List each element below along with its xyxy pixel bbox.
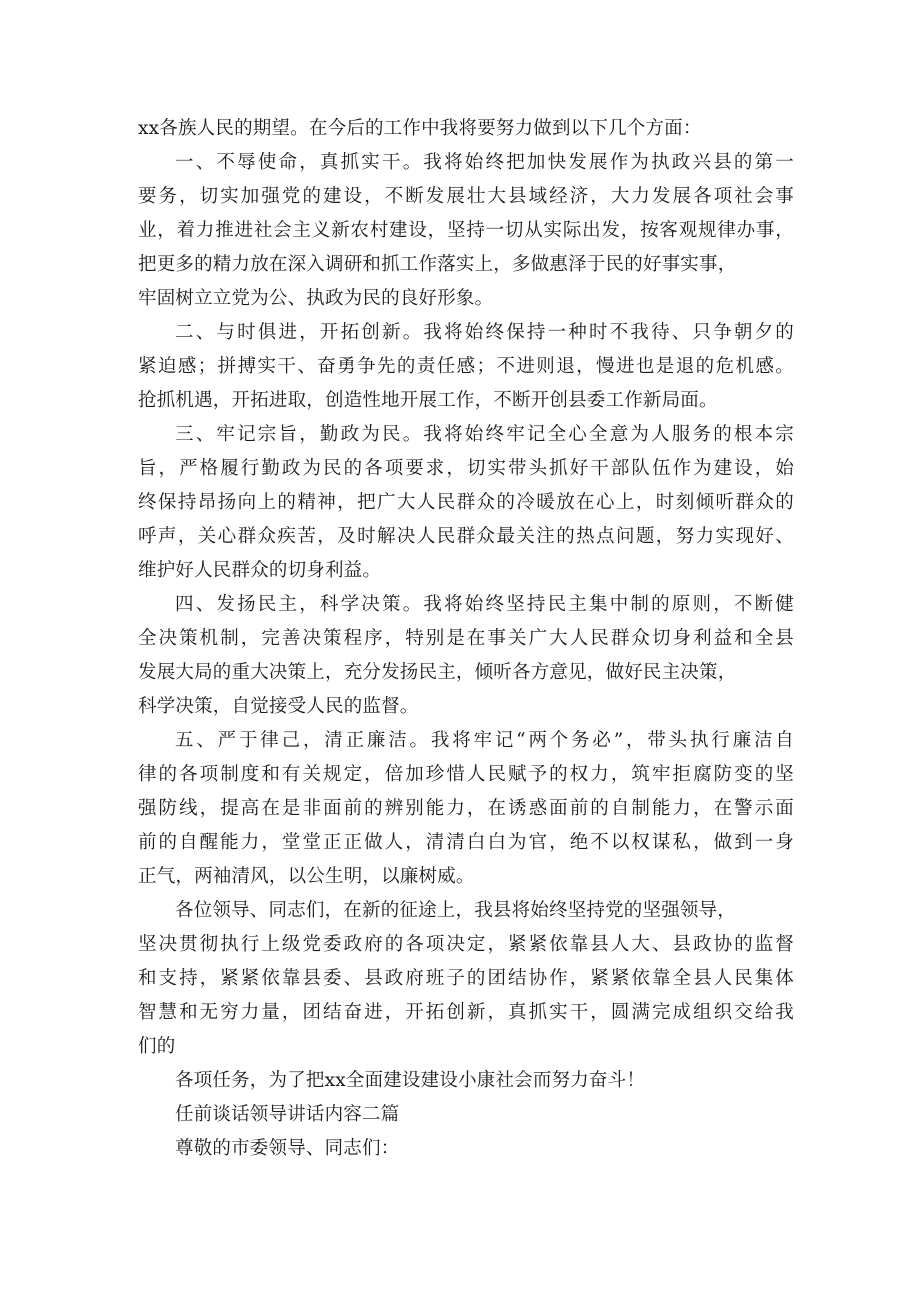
text-line: 二、与时俱进，开拓创新。我将始终保持一种时不我待、只争朝夕的	[175, 322, 794, 343]
text-line: 呼声，关心群众疾苦，及时解决人民群众最关注的热点问题，努力实现好、	[138, 526, 794, 547]
text-line: 四、发扬民主，科学决策。我将始终坚持民主集中制的原则，不断健	[175, 594, 794, 615]
text-line: 抢抓机遇，开拓进取，创造性地开展工作，不断开创县委工作新局面。	[138, 390, 718, 411]
text-line: 各项任务，为了把xx全面建设建设小康社会而努力奋斗！	[175, 1070, 646, 1091]
document-body	[138, 112, 794, 1166]
text-line: 维护好人民群众的切身利益。	[138, 560, 382, 581]
text-line: 强防线，提高在是非面前的辨别能力，在诱惑面前的自制能力，在警示面	[138, 798, 794, 819]
text-line: 任前谈话领导讲话内容二篇	[175, 1104, 400, 1125]
text-line: 五、严于律己，清正廉洁。我将牢记“两个务必”，带头执行廉洁自	[175, 730, 794, 751]
text-line: 一、不辱使命，真抓实干。我将始终把加快发展作为执政兴县的第一	[175, 152, 794, 173]
text-line: 紧迫感；拼搏实干、奋勇争先的责任感；不进则退，慢进也是退的危机感。	[138, 356, 794, 377]
text-line: 要务，切实加强党的建设，不断发展壮大县域经济，大力发展各项社会事	[138, 186, 794, 207]
text-line: 三、牢记宗旨，勤政为民。我将始终牢记全心全意为人服务的根本宗	[175, 424, 794, 445]
text-line: 牢固树立立党为公、执政为民的良好形象。	[138, 288, 494, 309]
text-line: 全决策机制，完善决策程序，特别是在事关广大人民群众切身利益和全县	[138, 628, 794, 649]
text-line: 正气，两袖清风，以公生明，以廉树威。	[138, 866, 475, 887]
text-line: 前的自醒能力，堂堂正正做人，清清白白为官，绝不以权谋私，做到一身	[138, 832, 794, 853]
text-line: 和支持，紧紧依靠县委、县政府班子的团结协作，紧紧依靠全县人民集体	[138, 968, 794, 989]
text-line: 业，着力推进社会主义新农村建设，坚持一切从实际出发，按客观规律办事，	[138, 220, 794, 241]
text-line: 律的各项制度和有关规定，倍加珍惜人民赋予的权力，筑牢拒腐防变的坚	[138, 764, 794, 785]
text-line: 终保持昂扬向上的精神，把广大人民群众的冷暖放在心上，时刻倾听群众的	[138, 492, 794, 513]
text-line: 把更多的精力放在深入调研和抓工作落实上，多做惠泽于民的好事实事，	[138, 254, 737, 275]
text-line: 旨，严格履行勤政为民的各项要求，切实带头抓好干部队伍作为建设，始	[138, 458, 794, 479]
text-line: 坚决贯彻执行上级党委政府的各项决定，紧紧依靠县人大、县政协的监督	[138, 934, 794, 955]
text-line: 科学决策，自觉接受人民的监督。	[138, 696, 419, 717]
text-line: 们的	[138, 1036, 176, 1057]
text-line: 各位领导、同志们，在新的征途上，我县将始终坚持党的坚强领导，	[175, 900, 737, 921]
text-line: 发展大局的重大决策上，充分发扬民主，倾听各方意见，做好民主决策，	[138, 662, 737, 683]
text-line: 智慧和无穷力量，团结奋进，开拓创新，真抓实干，圆满完成组织交给我	[138, 1002, 794, 1023]
text-line: 尊敬的市委领导、同志们：	[175, 1138, 400, 1159]
text-line: xx各族人民的期望。在今后的工作中我将要努力做到以下几个方面：	[138, 118, 702, 139]
